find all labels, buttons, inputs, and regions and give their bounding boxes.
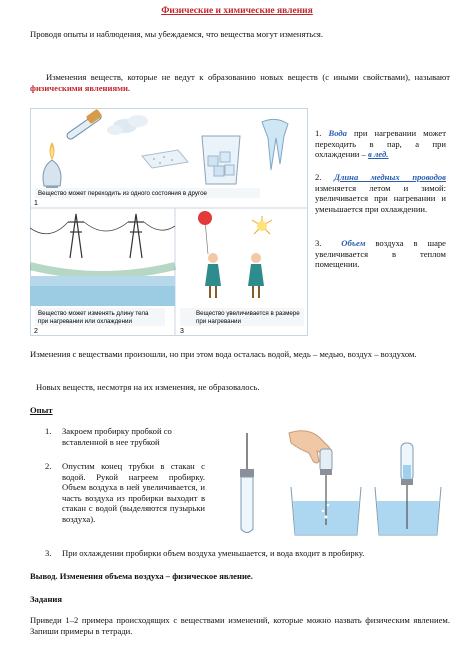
example-2 bbox=[315, 172, 446, 214]
task-text: Приведи 1–2 примера происходящих с веществами изменений, которые можно назвать физическим явлением. Запиши примеры в тетради. bbox=[30, 615, 450, 636]
example-1-tail: в лед. bbox=[368, 149, 389, 160]
beaker-with-tube-icon bbox=[375, 443, 441, 535]
physical-phenomena-illustration bbox=[30, 108, 308, 336]
step-1-number: 1. bbox=[45, 426, 52, 436]
step-3-text: При охлаждении пробирки объем воздуха уменьшается, и вода входит в пробирку. bbox=[62, 548, 365, 558]
summary-paragraph-2: Новых веществ, несмотря на их изменения, не образовалось. bbox=[36, 382, 260, 392]
intro-paragraph: Проводя опыты и наблюдения, мы убеждаемся, что вещества могут изменяться. bbox=[30, 29, 324, 39]
example-2-subject: Длина медных проводов bbox=[334, 172, 446, 182]
page-title: Физические и химические явления bbox=[161, 6, 313, 16]
panel2-number: 2 bbox=[34, 328, 38, 335]
conclusion: Вывод. Изменения объема воздуха – физическое явление. bbox=[30, 571, 253, 581]
panel3-caption-line2: при нагревании bbox=[196, 318, 241, 325]
step-1 bbox=[45, 426, 205, 447]
example-3-text: воздуха в шаре увеличивается в теплом помещении. bbox=[315, 238, 447, 270]
panel3-number: 3 bbox=[180, 328, 184, 335]
step-3-number: 3. bbox=[45, 548, 52, 558]
definition-paragraph bbox=[30, 72, 450, 93]
example-1-text: при нагревании может переходить в пар, а при охлаждении – bbox=[315, 128, 446, 160]
definition-lead: Изменения веществ, которые не ведут к образованию новых веществ (с иными свойствами), называют bbox=[46, 72, 450, 82]
step-2-text: Опустим конец трубки в стакан с водой. Рукой нагреем пробирку. Объем воздуха в ней увеличивается, и часть воздуха из пробирки выходит в стакан с водой (выделяются пузырьки воздуха). bbox=[62, 461, 205, 524]
example-1-number: 1. bbox=[315, 128, 322, 138]
panel1-number: 1 bbox=[34, 200, 38, 207]
step-2 bbox=[45, 461, 205, 525]
panel1-caption: Вещество может переходить из одного состояния в другое bbox=[38, 190, 207, 197]
example-3-subject: Объем bbox=[341, 238, 366, 248]
step-1-text: Закроем пробирку пробкой со вставленной в нее трубкой bbox=[62, 426, 172, 447]
step-2-number: 2. bbox=[45, 461, 52, 471]
panel2-caption-line1: Вещество может изменять длину тела bbox=[38, 310, 149, 317]
example-3 bbox=[315, 238, 446, 270]
experiment-heading: Опыт bbox=[30, 405, 53, 415]
step-3 bbox=[45, 548, 455, 559]
panel2-caption-line2: при нагревании или охлаждении bbox=[38, 318, 132, 325]
example-2-number: 2. bbox=[315, 172, 322, 182]
definition-term: физическими явлениями. bbox=[30, 82, 131, 93]
experiment-illustration bbox=[225, 425, 447, 540]
example-3-number: 3. bbox=[315, 238, 322, 248]
example-2-text: изменяется летом и зимой: увеличивается при нагревании и уменьшается при охлаждении. bbox=[315, 182, 446, 214]
example-1 bbox=[315, 128, 446, 160]
summary-paragraph-1: Изменения с веществами произошли, но при этом вода осталась водой, медь – медью, воздух – воздухом. bbox=[30, 349, 417, 359]
stoppered-test-tube-icon bbox=[240, 433, 254, 533]
panel3-caption-line1: Вещество увеличивается в размере bbox=[196, 310, 300, 317]
example-1-subject: Вода bbox=[328, 128, 347, 138]
tasks-heading: Задания bbox=[30, 594, 63, 604]
glass-with-ice-icon bbox=[202, 136, 240, 184]
beaker-with-water-icon bbox=[291, 465, 361, 535]
hand-icon bbox=[289, 431, 332, 475]
